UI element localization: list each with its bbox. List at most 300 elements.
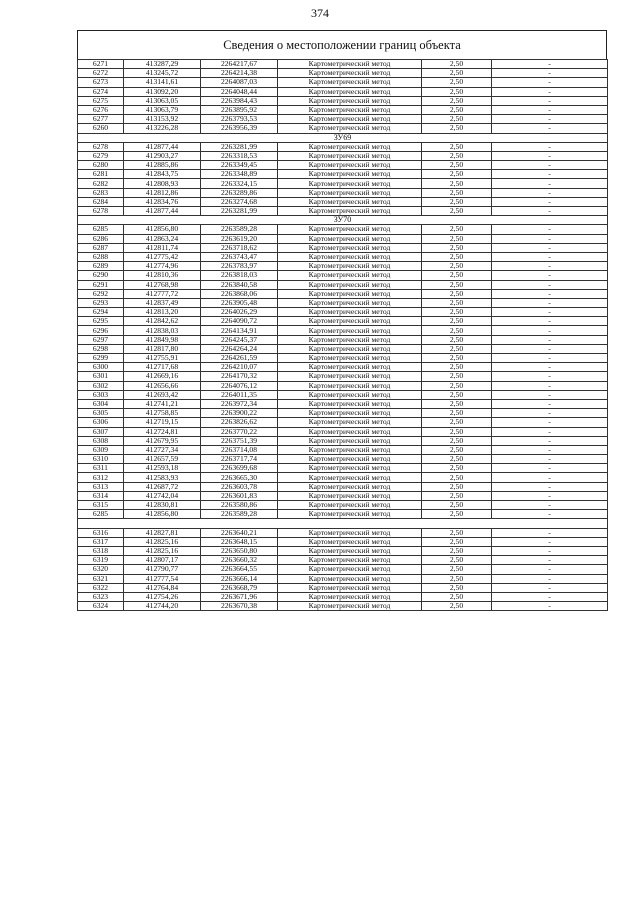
precision: 2,50 xyxy=(422,381,492,390)
precision: 2,50 xyxy=(422,207,492,216)
coord-y: 2263826,62 xyxy=(201,418,278,427)
coord-x: 412727,34 xyxy=(124,445,201,454)
table-row xyxy=(78,197,608,206)
table-body xyxy=(78,60,608,611)
table-title: Сведения о местоположении границ объекта xyxy=(77,30,607,59)
coord-y: 2264026,29 xyxy=(201,308,278,317)
coord-x: 412842,62 xyxy=(124,317,201,326)
point-number: 6283 xyxy=(78,188,124,197)
table-row xyxy=(78,225,608,234)
description: - xyxy=(492,115,608,124)
precision: 2,50 xyxy=(422,161,492,170)
precision: 2,50 xyxy=(422,491,492,500)
description: - xyxy=(492,390,608,399)
coord-x: 412825,16 xyxy=(124,537,201,546)
coord-y: 2263640,21 xyxy=(201,528,278,537)
precision: 2,50 xyxy=(422,60,492,69)
method: Картометрический метод xyxy=(278,308,422,317)
coord-x: 412838,03 xyxy=(124,326,201,335)
coord-x: 412817,80 xyxy=(124,344,201,353)
table-row xyxy=(78,344,608,353)
table-row xyxy=(78,243,608,252)
section-header-row xyxy=(78,519,608,528)
coord-x: 412856,80 xyxy=(124,225,201,234)
coord-x: 412754,26 xyxy=(124,592,201,601)
coord-y: 2264134,91 xyxy=(201,326,278,335)
table-row xyxy=(78,381,608,390)
point-number: 6276 xyxy=(78,105,124,114)
method: Картометрический метод xyxy=(278,537,422,546)
precision: 2,50 xyxy=(422,510,492,519)
table-row xyxy=(78,464,608,473)
table-row xyxy=(78,592,608,601)
method: Картометрический метод xyxy=(278,207,422,216)
point-number: 6316 xyxy=(78,528,124,537)
precision: 2,50 xyxy=(422,105,492,114)
coord-y: 2263589,28 xyxy=(201,225,278,234)
table-row xyxy=(78,326,608,335)
precision: 2,50 xyxy=(422,335,492,344)
coord-y: 2263671,96 xyxy=(201,592,278,601)
table-row xyxy=(78,602,608,611)
point-number: 6275 xyxy=(78,96,124,105)
description: - xyxy=(492,583,608,592)
coord-y: 2264170,32 xyxy=(201,372,278,381)
description: - xyxy=(492,455,608,464)
precision: 2,50 xyxy=(422,225,492,234)
point-number: 6278 xyxy=(78,142,124,151)
method: Картометрический метод xyxy=(278,546,422,555)
precision: 2,50 xyxy=(422,289,492,298)
description: - xyxy=(492,537,608,546)
coord-y: 2263281,99 xyxy=(201,207,278,216)
coord-y: 2263900,22 xyxy=(201,409,278,418)
method: Картометрический метод xyxy=(278,565,422,574)
coord-x: 412885,86 xyxy=(124,161,201,170)
point-number: 6311 xyxy=(78,464,124,473)
coord-x: 412744,20 xyxy=(124,602,201,611)
precision: 2,50 xyxy=(422,473,492,482)
precision: 2,50 xyxy=(422,372,492,381)
coord-x: 412741,21 xyxy=(124,399,201,408)
table-row xyxy=(78,473,608,482)
method: Картометрический метод xyxy=(278,602,422,611)
description: - xyxy=(492,142,608,151)
description: - xyxy=(492,565,608,574)
description: - xyxy=(492,602,608,611)
table-row xyxy=(78,491,608,500)
table-row xyxy=(78,60,608,69)
precision: 2,50 xyxy=(422,234,492,243)
table-row xyxy=(78,409,608,418)
precision: 2,50 xyxy=(422,317,492,326)
description: - xyxy=(492,96,608,105)
description: - xyxy=(492,546,608,555)
description: - xyxy=(492,473,608,482)
coord-x: 412687,72 xyxy=(124,482,201,491)
coord-x: 412774,96 xyxy=(124,262,201,271)
coord-y: 2263666,14 xyxy=(201,574,278,583)
coord-y: 2263770,22 xyxy=(201,427,278,436)
method: Картометрический метод xyxy=(278,436,422,445)
description: - xyxy=(492,225,608,234)
precision: 2,50 xyxy=(422,252,492,261)
description: - xyxy=(492,344,608,353)
coord-x: 412903,27 xyxy=(124,151,201,160)
precision: 2,50 xyxy=(422,399,492,408)
method: Картометрический метод xyxy=(278,262,422,271)
description: - xyxy=(492,556,608,565)
point-number: 6277 xyxy=(78,115,124,124)
description: - xyxy=(492,399,608,408)
precision: 2,50 xyxy=(422,96,492,105)
description: - xyxy=(492,528,608,537)
point-number: 6297 xyxy=(78,335,124,344)
coord-x: 413063,05 xyxy=(124,96,201,105)
coord-x: 413092,20 xyxy=(124,87,201,96)
method: Картометрический метод xyxy=(278,280,422,289)
coord-x: 412775,42 xyxy=(124,252,201,261)
section-header-row xyxy=(78,133,608,142)
coord-y: 2263665,30 xyxy=(201,473,278,482)
coord-y: 2263281,99 xyxy=(201,142,278,151)
precision: 2,50 xyxy=(422,308,492,317)
table-row xyxy=(78,528,608,537)
table-row xyxy=(78,482,608,491)
point-number: 6321 xyxy=(78,574,124,583)
description: - xyxy=(492,298,608,307)
method: Картометрический метод xyxy=(278,354,422,363)
coord-x: 412856,80 xyxy=(124,510,201,519)
coord-y: 2263580,86 xyxy=(201,501,278,510)
point-number: 6318 xyxy=(78,546,124,555)
table-row xyxy=(78,170,608,179)
method: Картометрический метод xyxy=(278,271,422,280)
coord-y: 2263751,39 xyxy=(201,436,278,445)
description: - xyxy=(492,427,608,436)
boundary-table-container xyxy=(77,30,607,611)
method: Картометрический метод xyxy=(278,124,422,133)
method: Картометрический метод xyxy=(278,69,422,78)
precision: 2,50 xyxy=(422,197,492,206)
table-row xyxy=(78,363,608,372)
description: - xyxy=(492,464,608,473)
point-number: 6273 xyxy=(78,78,124,87)
coord-x: 412825,16 xyxy=(124,546,201,555)
coord-y: 2263274,68 xyxy=(201,197,278,206)
method: Картометрический метод xyxy=(278,390,422,399)
coord-x: 413245,72 xyxy=(124,69,201,78)
coord-x: 413063,79 xyxy=(124,105,201,114)
description: - xyxy=(492,170,608,179)
point-number: 6302 xyxy=(78,381,124,390)
description: - xyxy=(492,381,608,390)
description: - xyxy=(492,491,608,500)
coord-x: 412790,77 xyxy=(124,565,201,574)
table-row xyxy=(78,271,608,280)
description: - xyxy=(492,124,608,133)
table-row xyxy=(78,436,608,445)
method: Картометрический метод xyxy=(278,87,422,96)
description: - xyxy=(492,592,608,601)
point-number: 6278 xyxy=(78,207,124,216)
coord-y: 2263289,86 xyxy=(201,188,278,197)
coord-y: 2263717,74 xyxy=(201,455,278,464)
description: - xyxy=(492,436,608,445)
description: - xyxy=(492,317,608,326)
coord-y: 2263984,43 xyxy=(201,96,278,105)
method: Картометрический метод xyxy=(278,298,422,307)
section-label xyxy=(78,519,608,528)
table-row xyxy=(78,399,608,408)
point-number: 6286 xyxy=(78,234,124,243)
point-number: 6293 xyxy=(78,298,124,307)
method: Картометрический метод xyxy=(278,105,422,114)
table-row xyxy=(78,78,608,87)
description: - xyxy=(492,289,608,298)
precision: 2,50 xyxy=(422,69,492,78)
precision: 2,50 xyxy=(422,583,492,592)
precision: 2,50 xyxy=(422,142,492,151)
precision: 2,50 xyxy=(422,262,492,271)
point-number: 6288 xyxy=(78,252,124,261)
point-number: 6319 xyxy=(78,556,124,565)
coord-y: 2263699,68 xyxy=(201,464,278,473)
section-label: ЗУ70 xyxy=(78,216,608,225)
table-row xyxy=(78,234,608,243)
point-number: 6298 xyxy=(78,344,124,353)
coord-x: 412849,98 xyxy=(124,335,201,344)
point-number: 6301 xyxy=(78,372,124,381)
method: Картометрический метод xyxy=(278,115,422,124)
precision: 2,50 xyxy=(422,363,492,372)
coord-x: 412724,81 xyxy=(124,427,201,436)
coord-y: 2263670,38 xyxy=(201,602,278,611)
coord-x: 413287,29 xyxy=(124,60,201,69)
coord-y: 2264245,37 xyxy=(201,335,278,344)
table-row xyxy=(78,565,608,574)
method: Картометрический метод xyxy=(278,372,422,381)
point-number: 6307 xyxy=(78,427,124,436)
point-number: 6281 xyxy=(78,170,124,179)
point-number: 6313 xyxy=(78,482,124,491)
point-number: 6287 xyxy=(78,243,124,252)
table-row xyxy=(78,556,608,565)
description: - xyxy=(492,418,608,427)
method: Картометрический метод xyxy=(278,556,422,565)
table-row xyxy=(78,546,608,555)
coord-x: 412811,74 xyxy=(124,243,201,252)
description: - xyxy=(492,207,608,216)
method: Картометрический метод xyxy=(278,78,422,87)
coord-x: 413141,61 xyxy=(124,78,201,87)
coord-x: 412834,76 xyxy=(124,197,201,206)
precision: 2,50 xyxy=(422,464,492,473)
method: Картометрический метод xyxy=(278,225,422,234)
point-number: 6309 xyxy=(78,445,124,454)
point-number: 6272 xyxy=(78,69,124,78)
method: Картометрический метод xyxy=(278,234,422,243)
table-row xyxy=(78,537,608,546)
table-row xyxy=(78,115,608,124)
description: - xyxy=(492,87,608,96)
coord-x: 412768,98 xyxy=(124,280,201,289)
table-row xyxy=(78,188,608,197)
coord-y: 2263868,06 xyxy=(201,289,278,298)
description: - xyxy=(492,501,608,510)
point-number: 6289 xyxy=(78,262,124,271)
coord-y: 2263840,58 xyxy=(201,280,278,289)
table-row xyxy=(78,124,608,133)
description: - xyxy=(492,188,608,197)
table-row xyxy=(78,105,608,114)
description: - xyxy=(492,482,608,491)
method: Картометрический метод xyxy=(278,574,422,583)
coord-y: 2263324,15 xyxy=(201,179,278,188)
coord-y: 2264090,72 xyxy=(201,317,278,326)
point-number: 6317 xyxy=(78,537,124,546)
precision: 2,50 xyxy=(422,78,492,87)
method: Картометрический метод xyxy=(278,399,422,408)
precision: 2,50 xyxy=(422,280,492,289)
coord-x: 412593,18 xyxy=(124,464,201,473)
method: Картометрический метод xyxy=(278,473,422,482)
coord-x: 412583,93 xyxy=(124,473,201,482)
coord-y: 2263793,53 xyxy=(201,115,278,124)
coord-x: 412843,75 xyxy=(124,170,201,179)
method: Картометрический метод xyxy=(278,289,422,298)
point-number: 6305 xyxy=(78,409,124,418)
description: - xyxy=(492,234,608,243)
coord-x: 412755,91 xyxy=(124,354,201,363)
coord-y: 2263743,47 xyxy=(201,252,278,261)
coord-y: 2263664,55 xyxy=(201,565,278,574)
method: Картометрический метод xyxy=(278,427,422,436)
table-row xyxy=(78,289,608,298)
precision: 2,50 xyxy=(422,179,492,188)
table-row xyxy=(78,179,608,188)
description: - xyxy=(492,179,608,188)
method: Картометрический метод xyxy=(278,418,422,427)
coord-x: 412830,81 xyxy=(124,501,201,510)
precision: 2,50 xyxy=(422,436,492,445)
method: Картометрический метод xyxy=(278,583,422,592)
coord-y: 2264011,35 xyxy=(201,390,278,399)
coord-y: 2263972,34 xyxy=(201,399,278,408)
method: Картометрический метод xyxy=(278,363,422,372)
description: - xyxy=(492,510,608,519)
coord-x: 412812,86 xyxy=(124,188,201,197)
table-row xyxy=(78,390,608,399)
point-number: 6306 xyxy=(78,418,124,427)
description: - xyxy=(492,151,608,160)
table-row xyxy=(78,262,608,271)
description: - xyxy=(492,69,608,78)
coord-x: 412657,59 xyxy=(124,455,201,464)
method: Картометрический метод xyxy=(278,96,422,105)
precision: 2,50 xyxy=(422,298,492,307)
table-row xyxy=(78,427,608,436)
precision: 2,50 xyxy=(422,445,492,454)
coord-x: 412742,04 xyxy=(124,491,201,500)
coord-y: 2263601,83 xyxy=(201,491,278,500)
method: Картометрический метод xyxy=(278,381,422,390)
method: Картометрический метод xyxy=(278,179,422,188)
precision: 2,50 xyxy=(422,115,492,124)
method: Картометрический метод xyxy=(278,197,422,206)
point-number: 6312 xyxy=(78,473,124,482)
point-number: 6314 xyxy=(78,491,124,500)
method: Картометрический метод xyxy=(278,151,422,160)
table-row xyxy=(78,354,608,363)
method: Картометрический метод xyxy=(278,252,422,261)
coord-y: 2264076,12 xyxy=(201,381,278,390)
description: - xyxy=(492,280,608,289)
coord-x: 412719,15 xyxy=(124,418,201,427)
precision: 2,50 xyxy=(422,592,492,601)
description: - xyxy=(492,271,608,280)
precision: 2,50 xyxy=(422,271,492,280)
point-number: 6271 xyxy=(78,60,124,69)
coord-x: 412679,95 xyxy=(124,436,201,445)
coord-x: 412808,93 xyxy=(124,179,201,188)
method: Картометрический метод xyxy=(278,161,422,170)
point-number: 6310 xyxy=(78,455,124,464)
coord-y: 2264048,44 xyxy=(201,87,278,96)
coord-x: 412758,85 xyxy=(124,409,201,418)
description: - xyxy=(492,445,608,454)
point-number: 6285 xyxy=(78,510,124,519)
coord-x: 412807,17 xyxy=(124,556,201,565)
coord-x: 413226,28 xyxy=(124,124,201,133)
table-row xyxy=(78,69,608,78)
method: Картометрический метод xyxy=(278,60,422,69)
section-header-row xyxy=(78,216,608,225)
table-row xyxy=(78,583,608,592)
table-row xyxy=(78,455,608,464)
method: Картометрический метод xyxy=(278,170,422,179)
method: Картометрический метод xyxy=(278,501,422,510)
description: - xyxy=(492,60,608,69)
table-row xyxy=(78,308,608,317)
point-number: 6300 xyxy=(78,363,124,372)
method: Картометрический метод xyxy=(278,317,422,326)
coord-x: 412777,72 xyxy=(124,289,201,298)
coord-x: 412813,20 xyxy=(124,308,201,317)
method: Картометрический метод xyxy=(278,142,422,151)
table-row xyxy=(78,298,608,307)
coord-x: 412827,81 xyxy=(124,528,201,537)
coord-y: 2263603,78 xyxy=(201,482,278,491)
coord-y: 2263648,15 xyxy=(201,537,278,546)
table-row xyxy=(78,151,608,160)
point-number: 6296 xyxy=(78,326,124,335)
description: - xyxy=(492,409,608,418)
boundary-coordinates-table xyxy=(77,59,608,611)
coord-y: 2263650,80 xyxy=(201,546,278,555)
point-number: 6323 xyxy=(78,592,124,601)
description: - xyxy=(492,372,608,381)
description: - xyxy=(492,78,608,87)
method: Картометрический метод xyxy=(278,243,422,252)
coord-y: 2264217,67 xyxy=(201,60,278,69)
point-number: 6294 xyxy=(78,308,124,317)
table-row xyxy=(78,142,608,151)
method: Картометрический метод xyxy=(278,464,422,473)
precision: 2,50 xyxy=(422,602,492,611)
point-number: 6308 xyxy=(78,436,124,445)
precision: 2,50 xyxy=(422,574,492,583)
